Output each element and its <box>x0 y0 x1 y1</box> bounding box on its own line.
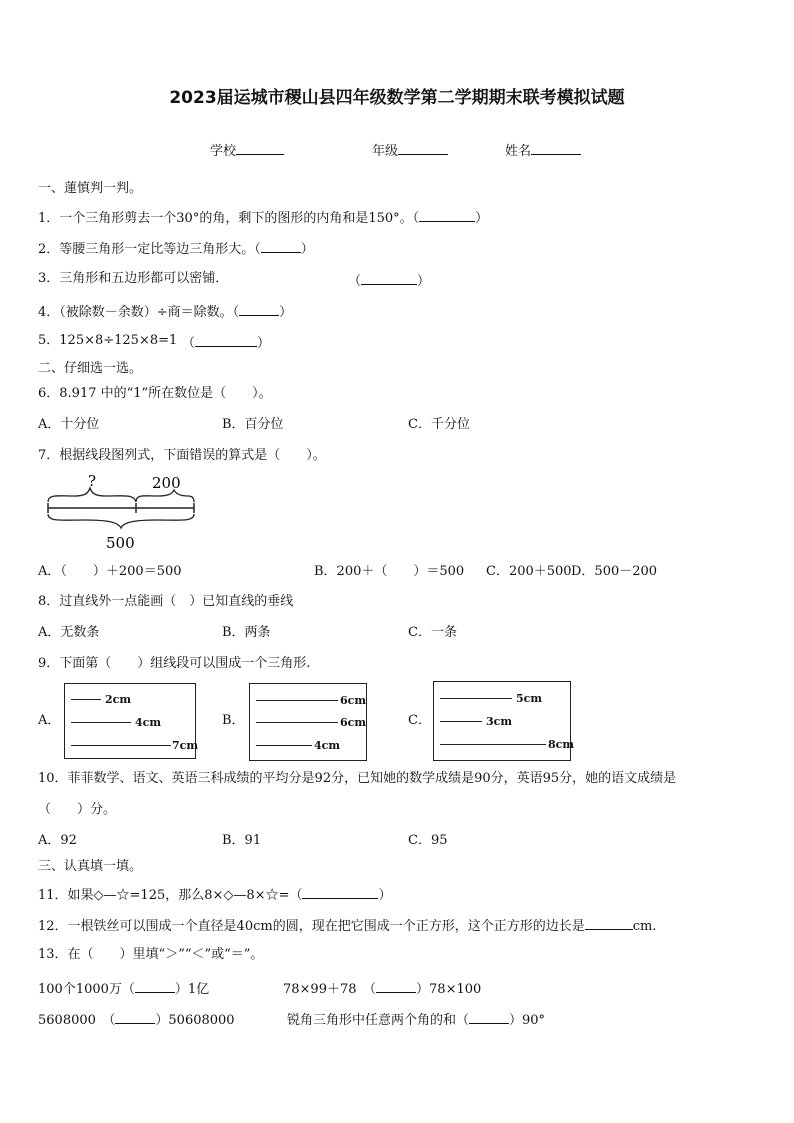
grade-field <box>372 142 448 158</box>
q7-option-d[interactable]: D．500－200 <box>571 564 658 579</box>
grade-label: 年级 <box>372 144 399 159</box>
q13-item-c <box>38 1011 235 1027</box>
q13-item-d-right: ）90° <box>509 1013 546 1028</box>
question-3-text: 3．三角形和五边形都可以密铺． <box>38 271 229 286</box>
q13-item-a-right: ）1亿 <box>174 982 210 997</box>
q9-c-segment-8cm <box>440 744 546 745</box>
q13-item-b-left: 78×99＋78 （ <box>283 982 377 997</box>
q6-option-c[interactable]: C．千分位 <box>408 417 470 432</box>
answer-blank-12[interactable] <box>585 917 633 930</box>
q7-bottom-brace <box>48 514 194 528</box>
q9-option-b-letter[interactable]: B． <box>222 713 245 728</box>
q9-b-segment-6cm-1 <box>256 700 338 701</box>
section-1-heading: 一、蓮慎判一判。 <box>38 181 143 196</box>
school-blank[interactable] <box>236 142 284 155</box>
q7-label-200: 200 <box>152 474 181 492</box>
name-blank[interactable] <box>531 142 581 155</box>
answer-blank-1[interactable] <box>419 209 475 222</box>
q9-option-a-box <box>64 683 196 759</box>
question-1 <box>38 209 488 225</box>
q9-c-label-3cm: 3cm <box>486 715 512 728</box>
q13-item-b-right: ）78×100 <box>416 982 482 997</box>
question-2-text: 2．等腰三角形一定比等边三角形大。（ <box>38 242 261 257</box>
answer-blank-11[interactable] <box>302 886 378 899</box>
q7-label-500: 500 <box>106 534 135 552</box>
question-8: 8．过直线外一点能画（ ）已知直线的垂线 <box>38 594 294 609</box>
q8-option-c[interactable]: C．一条 <box>408 625 457 640</box>
q6-option-b[interactable]: B．百分位 <box>222 417 284 432</box>
q8-option-b[interactable]: B．两条 <box>222 625 271 640</box>
question-4-text: 4．（被除数－余数）÷商＝除数。（ <box>38 305 240 320</box>
q13-item-a-left: 100个1000万（ <box>38 982 135 997</box>
question-5-end: ） <box>257 336 271 351</box>
answer-blank-13a[interactable] <box>135 980 175 993</box>
q10-option-c[interactable]: C．95 <box>408 833 448 848</box>
q13-item-c-left: 5608000 （ <box>38 1013 116 1028</box>
q9-a-segment-7cm <box>71 745 171 746</box>
school-field <box>210 142 284 158</box>
question-10-line-1: 10．菲菲数学、语文、英语三科成绩的平均分是92分，已知她的数学成绩是90分，英语95分，她的语文成绩是 <box>38 771 677 786</box>
q7-option-b[interactable]: B．200＋（ ）＝500 <box>314 564 465 579</box>
question-5-paren: （ <box>182 336 196 351</box>
q9-b-segment-4cm <box>256 745 312 746</box>
q9-option-b-box <box>249 683 367 761</box>
answer-blank-5[interactable] <box>195 334 257 347</box>
question-3-end: ） <box>417 274 431 289</box>
school-label: 学校 <box>210 144 237 159</box>
question-10-line-2: （ ）分。 <box>38 802 117 817</box>
q9-a-label-4cm: 4cm <box>135 716 161 729</box>
section-2-heading: 二、仔细选一选。 <box>38 361 143 376</box>
question-4 <box>38 303 292 319</box>
q8-option-a[interactable]: A．无数条 <box>38 625 100 640</box>
question-13: 13．在（ ）里填“＞”“＜”或“＝”。 <box>38 947 264 962</box>
q9-c-label-5cm: 5cm <box>516 692 542 705</box>
q13-item-b <box>283 980 481 996</box>
question-9: 9．下面第（ ）组线段可以围成一个三角形. <box>38 656 311 671</box>
question-2 <box>38 240 314 256</box>
question-1-end: ） <box>475 211 489 226</box>
page-title: 2023届运城市稷山县四年级数学第二学期期末联考模拟试题 <box>169 88 625 108</box>
q13-item-a <box>38 980 209 996</box>
question-12-end: cm. <box>632 919 657 934</box>
question-4-end: ） <box>279 305 293 320</box>
q9-option-c-letter[interactable]: C． <box>408 713 431 728</box>
name-label: 姓名 <box>505 144 532 159</box>
q7-line-segment-diagram <box>44 474 204 554</box>
q13-item-d-left: 锐角三角形中任意两个角的和（ <box>287 1013 470 1028</box>
q9-b-label-4cm: 4cm <box>314 739 340 752</box>
q9-a-segment-2cm <box>71 699 101 700</box>
q9-a-segment-4cm <box>71 722 131 723</box>
question-12 <box>38 917 656 933</box>
q10-option-b[interactable]: B．91 <box>222 833 262 848</box>
q9-b-label-6cm-1: 6cm <box>340 694 366 707</box>
q9-c-label-8cm: 8cm <box>548 738 574 751</box>
answer-blank-13d[interactable] <box>469 1011 509 1024</box>
q10-option-a[interactable]: A．92 <box>38 833 77 848</box>
question-5-text: 5．125×8÷125×8=1 <box>38 333 178 348</box>
question-2-end: ） <box>300 242 314 257</box>
question-3-paren: （ <box>348 274 362 289</box>
question-1-text: 1．一个三角形剪去一个30°的角，剩下的图形的内角和是150°。（ <box>38 211 420 226</box>
question-3-answer <box>348 272 430 288</box>
section-3-heading: 三、认真填一填。 <box>38 859 143 874</box>
answer-blank-13c[interactable] <box>115 1011 155 1024</box>
q7-option-c[interactable]: C．200＋500 <box>486 564 572 579</box>
name-field <box>505 142 581 158</box>
q7-label-unknown: ? <box>88 474 97 490</box>
answer-blank-13b[interactable] <box>376 980 416 993</box>
q13-item-d <box>287 1011 545 1027</box>
q13-item-c-right: ）50608000 <box>155 1013 235 1028</box>
question-12-text: 12．一根铁丝可以围成一个直径是40cm的圆，现在把它围成一个正方形，这个正方形的边长是 <box>38 919 585 934</box>
q9-a-label-7cm: 7cm <box>172 739 198 752</box>
answer-blank-2[interactable] <box>261 240 301 253</box>
question-6: 6．8.917 中的“1”所在数位是（ ）。 <box>38 386 272 401</box>
q7-top-left-brace <box>48 488 136 502</box>
q9-option-a-letter[interactable]: A． <box>38 713 61 728</box>
question-11-text: 11．如果◇—☆=125，那么8×◇—8×☆=（ <box>38 888 303 903</box>
q6-option-a[interactable]: A．十分位 <box>38 417 100 432</box>
question-11 <box>38 886 391 902</box>
question-11-end: ） <box>378 888 392 903</box>
question-7: 7．根据线段图列式，下面错误的算式是（ ）。 <box>38 448 326 463</box>
q7-option-a[interactable]: A．（ ）＋200＝500 <box>38 564 182 579</box>
grade-blank[interactable] <box>398 142 448 155</box>
q9-c-segment-3cm <box>440 721 482 722</box>
q9-b-label-6cm-2: 6cm <box>340 716 366 729</box>
q9-a-label-2cm: 2cm <box>105 693 131 706</box>
q9-c-segment-5cm <box>440 698 512 699</box>
q9-option-c-box <box>433 681 574 761</box>
answer-blank-3[interactable] <box>361 272 417 285</box>
answer-blank-4[interactable] <box>239 303 279 316</box>
question-5-answer <box>182 334 270 350</box>
q9-b-segment-6cm-2 <box>256 722 338 723</box>
